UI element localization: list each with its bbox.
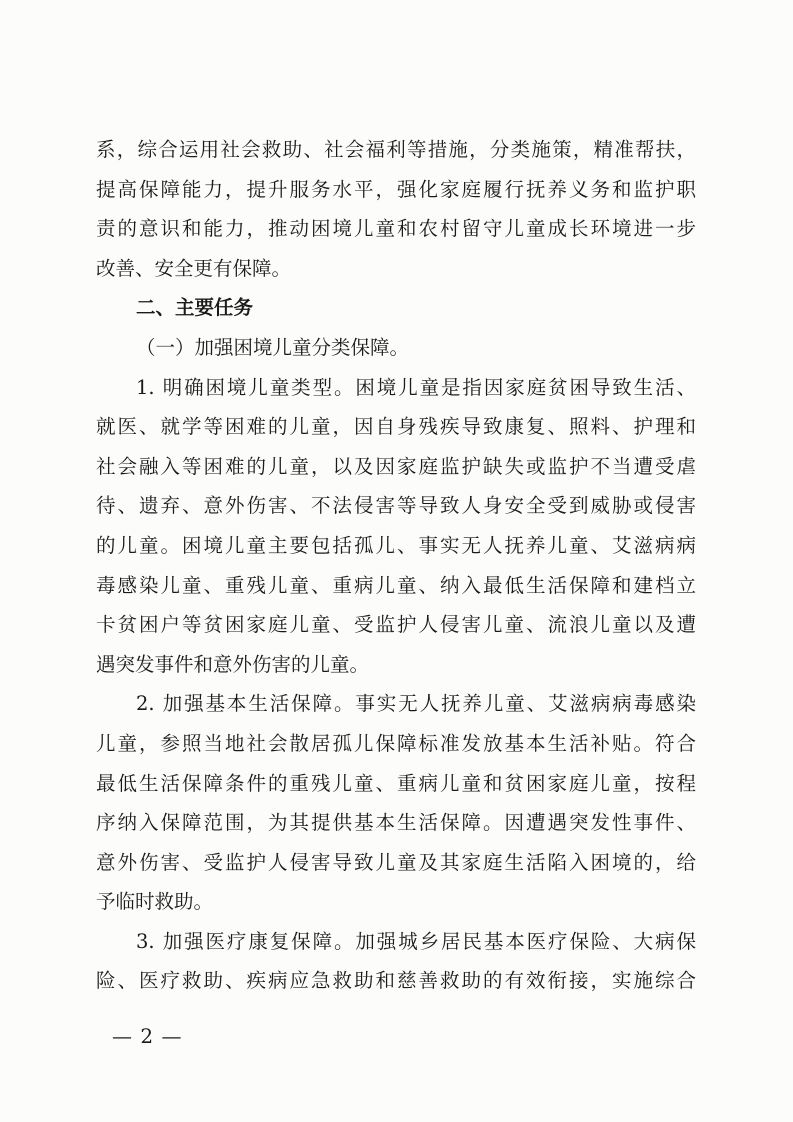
text-line: 的儿童。困境儿童主要包括孤儿、事实无人抚养儿童、艾滋病病 [96,533,696,557]
text-line: 系，综合运用社会救助、社会福利等措施，分类施策，精准帮扶， [96,138,696,161]
text-line: 意外伤害、受监护人侵害导致儿童及其家庭生活陷入困境的，给 [96,850,696,874]
text-line: 予临时救助。 [96,890,214,914]
document-body [96,130,696,1001]
text-line: 遇突发事件和意外伤害的儿童。 [96,652,370,676]
page-number: — 2 — [112,1024,183,1048]
text-line: 社会融入等困难的儿童，以及因家庭监护缺失或监护不当遭受虐 [96,454,696,478]
text-line: 提高保障能力，提升服务水平，强化家庭履行抚养义务和监护职 [96,177,696,201]
text-line: 改善、安全更有保障。 [96,256,292,280]
text-line: 1. 明确困境儿童类型。困境儿童是指因家庭贫困导致生活、 [136,375,696,399]
text-line: 毒感染儿童、重残儿童、重病儿童、纳入最低生活保障和建档立 [96,573,696,597]
text-line: 责的意识和能力，推动困境儿童和农村留守儿童成长环境进一步 [96,217,696,241]
text-line: 3. 加强医疗康复保障。加强城乡居民基本医疗保险、大病保 [136,929,696,953]
section-heading: 二、主要任务 [136,296,254,320]
text-line: 卡贫困户等贫困家庭儿童、受监护人侵害儿童、流浪儿童以及遭 [96,613,696,637]
text-line: 儿童，参照当地社会散居孤儿保障标准发放基本生活补贴。符合 [96,731,696,755]
text-line: 最低生活保障条件的重残儿童、重病儿童和贫困家庭儿童，按程 [96,771,696,795]
text-line: 序纳入保障范围，为其提供基本生活保障。因遭遇突发性事件、 [96,811,696,835]
subsection-heading: （一）加强困境儿童分类保障。 [136,335,410,359]
text-line: 险、医疗救助、疾病应急救助和慈善救助的有效衔接，实施综合 [96,969,696,993]
text-line: 2. 加强基本生活保障。事实无人抚养儿童、艾滋病病毒感染 [136,692,696,716]
text-line: 待、遗弃、意外伤害、不法侵害等导致人身安全受到威胁或侵害 [96,494,696,518]
text-line: 就医、就学等困难的儿童，因自身残疾导致康复、照料、护理和 [96,415,696,439]
